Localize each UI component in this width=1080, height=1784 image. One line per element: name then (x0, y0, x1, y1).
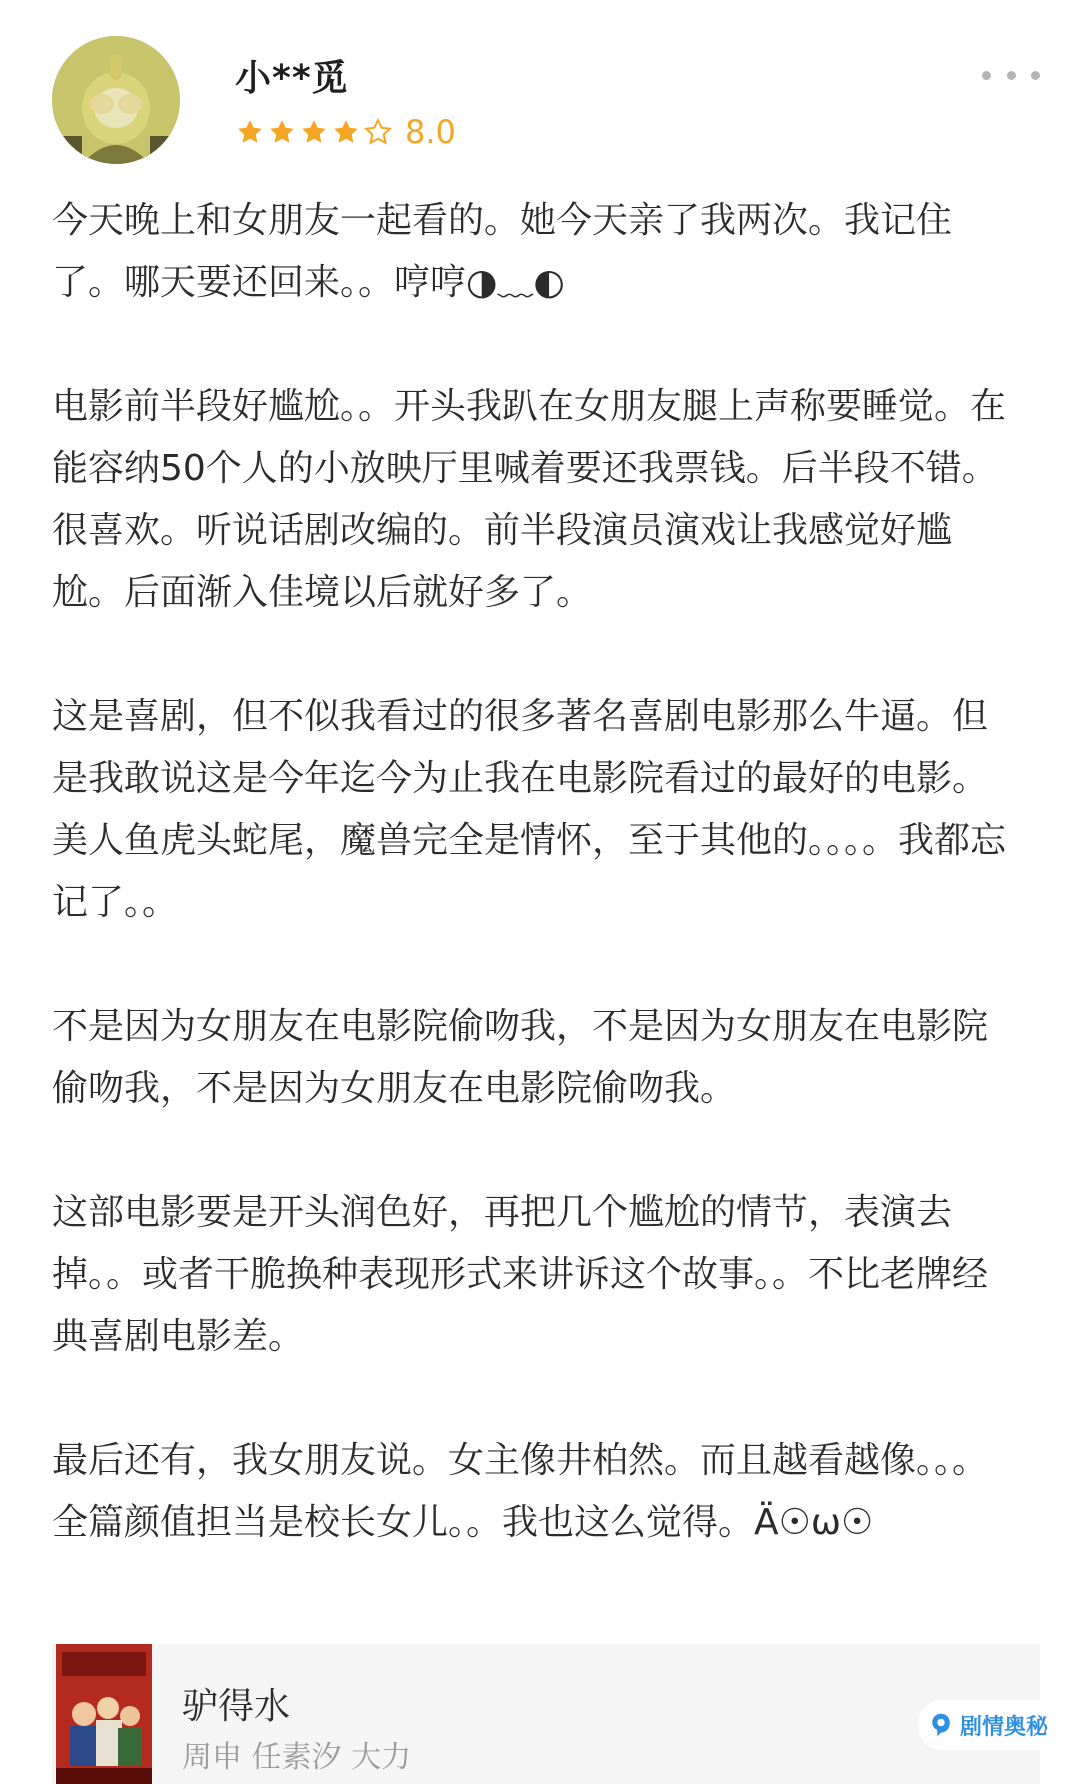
review-paragraph: 最后还有，我女朋友说。女主像井柏然。而且越看越像。。。全篇颜值担当是校长女儿。。我也这么觉得。Ä☉ω☉ (52, 1440, 989, 1543)
star-filled-icon (235, 117, 265, 147)
more-dots-icon (982, 71, 991, 80)
star-filled-icon (331, 117, 361, 147)
movie-poster-icon (56, 1644, 152, 1784)
movie-title: 驴得水 (182, 1686, 291, 1727)
rating-score: 8.0 (405, 113, 456, 151)
rating-stars (235, 117, 395, 147)
star-empty-icon (363, 117, 393, 147)
review-paragraph: 不是因为女朋友在电影院偷吻我，不是因为女朋友在电影院偷吻我，不是因为女朋友在电影院偷吻我。 (52, 1006, 989, 1109)
avatar-image-icon (52, 36, 180, 164)
review-paragraph: 这部电影要是开头润色好，再把几个尴尬的情节，表演去掉。。或者干脆换种表现形式来讲诉这个故事。。不比老牌经典喜剧电影差。 (52, 1192, 989, 1357)
movie-poster (56, 1644, 152, 1784)
star-filled-icon (299, 117, 329, 147)
movie-card[interactable] (52, 1644, 1040, 1784)
review-header (0, 0, 1080, 190)
rating (235, 112, 456, 152)
more-options-button[interactable] (982, 60, 1040, 90)
review-paragraph: 今天晚上和女朋友一起看的。她今天亲了我两次。我记住了。哪天要还回来。。哼哼◑﹏◐ (52, 200, 953, 303)
movie-cast: 周申 任素汐 大力 (182, 1740, 412, 1775)
watermark-text: 剧情奥秘 (960, 1714, 1049, 1740)
watermark (918, 1700, 1062, 1750)
more-dots-icon (1031, 71, 1040, 80)
watermark-logo-icon (926, 1710, 956, 1740)
review-paragraph: 电影前半段好尴尬。。开头我趴在女朋友腿上声称要睡觉。在能容纳50个人的小放映厅里喊着要还我票钱。后半段不错。很喜欢。听说话剧改编的。前半段演员演戏让我感觉好尴尬。后面渐入佳境以后就好多了。 (52, 386, 1007, 613)
avatar[interactable] (52, 36, 180, 164)
review-body (52, 190, 1012, 1554)
username[interactable]: 小**觅 (235, 58, 349, 99)
star-filled-icon (267, 117, 297, 147)
review-paragraph: 这是喜剧，但不似我看过的很多著名喜剧电影那么牛逼。但是我敢说这是今年迄今为止我在电影院看过的最好的电影。美人鱼虎头蛇尾，魔兽完全是情怀，至于其他的。。。。我都忘记了。。 (52, 696, 1007, 923)
more-dots-icon (1007, 71, 1016, 80)
